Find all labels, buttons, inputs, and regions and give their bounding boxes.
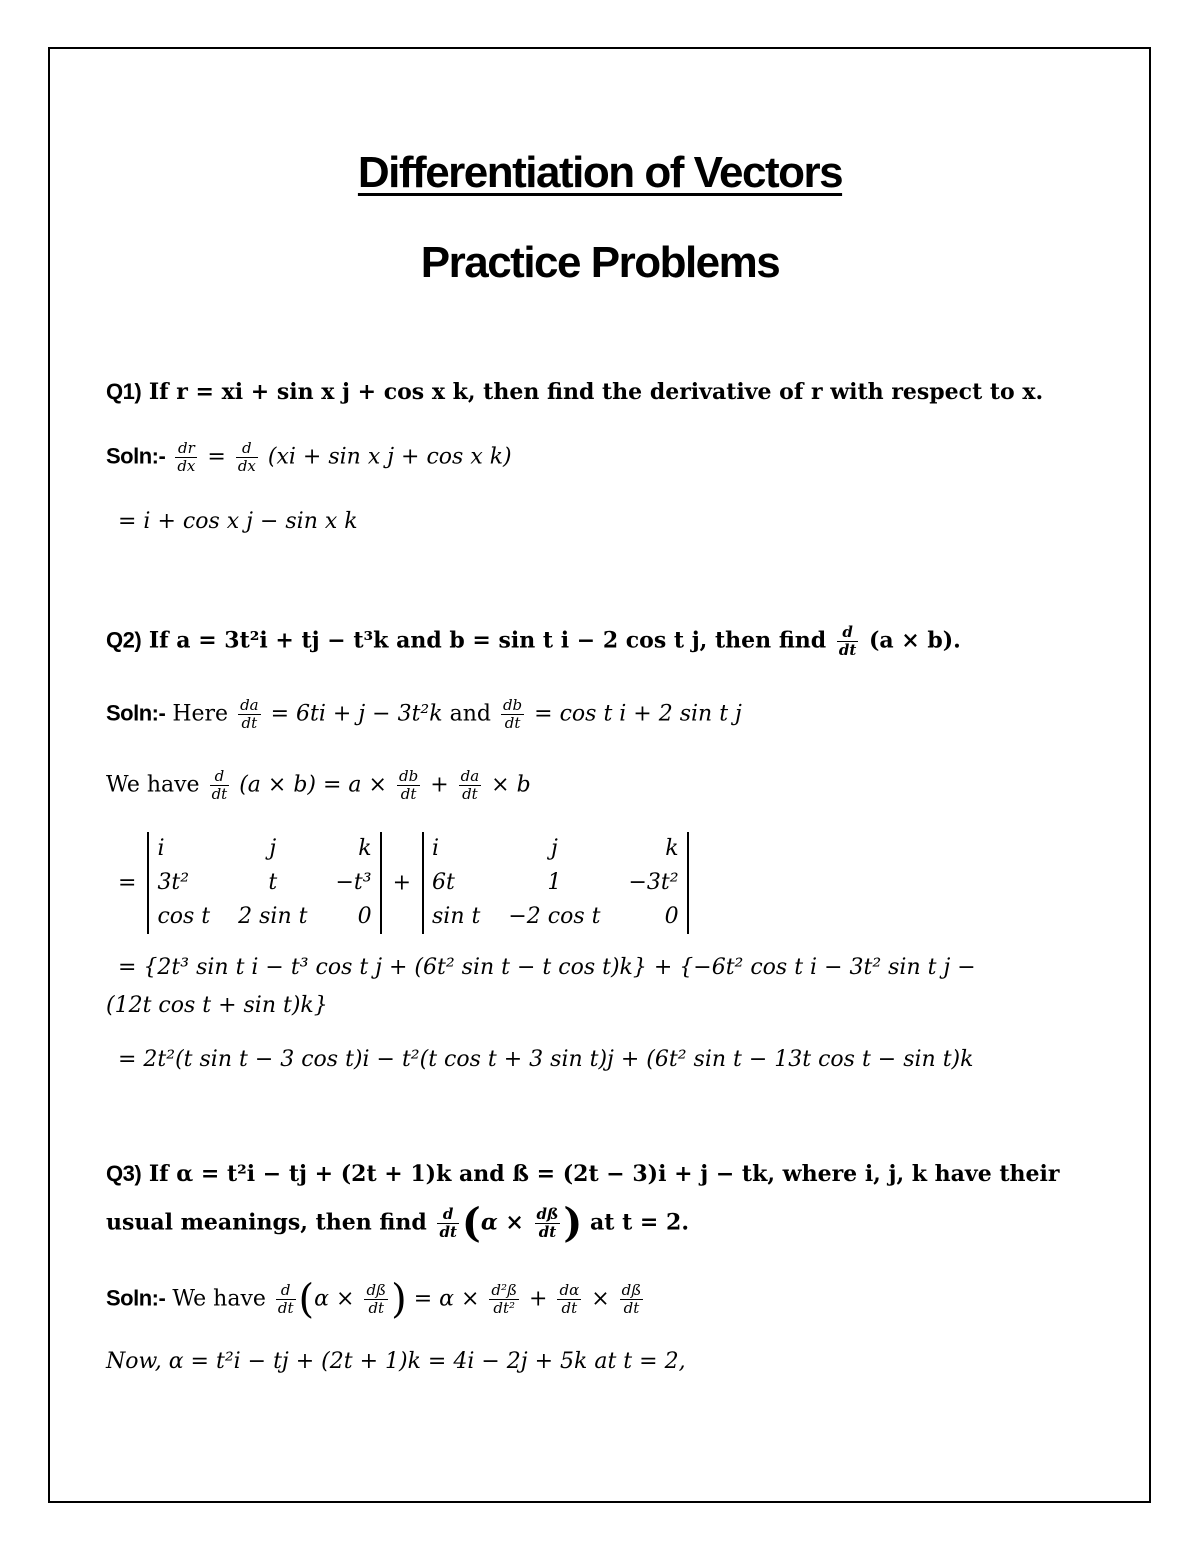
q1-equals: = [207,444,226,470]
q2-wh-fraction-3: $\frac{da}{dt}$ [460,767,480,803]
q2-da-rhs: = 6ti + j − 3t²k [270,701,443,727]
q2-solution-line [106,697,742,732]
q2-wh-fraction-2: $\frac{db}{dt}$ [398,767,419,803]
q2-db-rhs: = cos t i + 2 sin t j [534,701,742,727]
q3-question-line-1 [106,1160,1059,1188]
determinant-1: i j k 3t² t −t³ cos t 2 sin t 0 [147,832,381,934]
q2-det-plus: + [392,870,411,896]
q3-s-plus: + [529,1286,548,1312]
q2-wh-fraction-1: $\frac{d}{dt}$ [211,767,228,803]
q2-question-line [106,624,961,659]
q1-fraction-dr-dx: $\frac{dr}{dx}$ [177,439,196,475]
q2-wh-plus: + [430,772,449,798]
q1-rhs: (xi + sin x j + cos x k) [267,444,512,470]
q2-soln-label: Soln:- [106,700,166,726]
q2-label: Q2) [106,627,142,653]
q2-question-tail: (a × b). [868,627,961,654]
q1-soln-label: Soln:- [106,443,166,469]
q3-question-inner-fraction: $\frac{dß}{dt}$ [536,1205,559,1241]
document-title: Differentiation of Vectors [357,148,843,197]
q3-question-text-2: usual meanings, then find [106,1209,427,1236]
q3-s-fraction-3: $\frac{d\alpha}{dt}$ [559,1281,580,1317]
q3-now-line: Now, α = t²i − tj + (2t + 1)k = 4i − 2j + 5k at t = 2, [106,1349,686,1374]
q2-det-equals: = [118,870,137,896]
q3-s-alpha: α × [314,1286,355,1312]
q3-s-fraction-1: $\frac{d}{dt}$ [277,1281,294,1317]
q2-here: Here [172,701,229,727]
q2-question-fraction: $\frac{d}{dt}$ [838,623,857,659]
q3-question-tail: at t = 2. [590,1209,689,1236]
determinant-2: i j k 6t 1 −3t² sin t −2 cos t 0 [422,832,689,934]
q2-we-have: We have [106,772,200,798]
q1-question-text: If r = xi + sin x j + cos x k, then find the derivative of r with respect to x. [148,379,1044,405]
q3-s-times: × [591,1286,610,1312]
q1-solution-line [106,440,512,475]
q3-s-fraction-2: $\frac{\text{d²ß}}{\text{dt²}}$ [491,1281,518,1317]
q3-s-fraction-4: $\frac{dß}{dt}$ [621,1281,642,1317]
q2-expansion-1: = {2t³ sin t i − t³ cos t j + (6t² sin t − t cos t)k} + {−6t² cos t i − 3t² sin t j − [118,955,976,980]
q2-question-text: If a = 3t²i + tj − t³k and b = sin t i − 2 cos t j, then find [148,627,827,654]
q3-question-line-2: usual meanings, then find $\frac{d}{dt}$ (α × $\frac{dß}{dt}$ ) at t = 2. [106,1199,689,1247]
q3-question-alpha: α × [480,1209,524,1236]
q3-s-inner-fraction: $\frac{dß}{dt}$ [366,1281,387,1317]
q1-label: Q1) [106,379,142,404]
q3-we-have: We have [172,1286,266,1312]
q2-expansion-2: (12t cos t + sin t)k} [106,993,328,1018]
q2-fraction-da-dt: $\frac{da}{dt}$ [240,696,259,732]
document-subtitle: Practice Problems [420,238,780,287]
q3-label: Q3) [106,1161,142,1186]
q2-wh-mid: (a × b) = a × [239,772,387,798]
q1-fraction-d-dx: $\frac{d}{dx}$ [237,439,256,475]
q2-wh-tail: × b [491,772,531,798]
q2-determinants-line [118,832,693,934]
q2-and: and [449,701,491,727]
q2-we-have-line [106,768,531,803]
q3-question-fraction: $\frac{d}{dt}$ [439,1205,457,1241]
q3-soln-label: Soln:- [106,1285,166,1311]
q3-question-text-1: If α = t²i − tj + (2t + 1)k and ß = (2t − 3)i + j − tk, where i, j, k have their [148,1161,1060,1187]
q1-question-line [106,378,1043,406]
q3-solution-line: Soln:- We have $\frac{d}{dt}$ (α × $\frac{dß}{dt}$ ) = α × $\frac{\text{d²ß}}{\text{dt²}}$ + $\frac{d\alpha}{dt}$ × $\frac{dß}{dt}$ [106,1276,642,1323]
q2-fraction-db-dt: $\frac{db}{dt}$ [502,696,523,732]
q1-step2: = i + cos x j − sin x k [118,509,358,534]
q3-s-equals: = α × [413,1286,480,1312]
q2-result: = 2t²(t sin t − 3 cos t)i − t²(t cos t + 3 sin t)j + (6t² sin t − 13t cos t − sin t)k [118,1047,974,1072]
